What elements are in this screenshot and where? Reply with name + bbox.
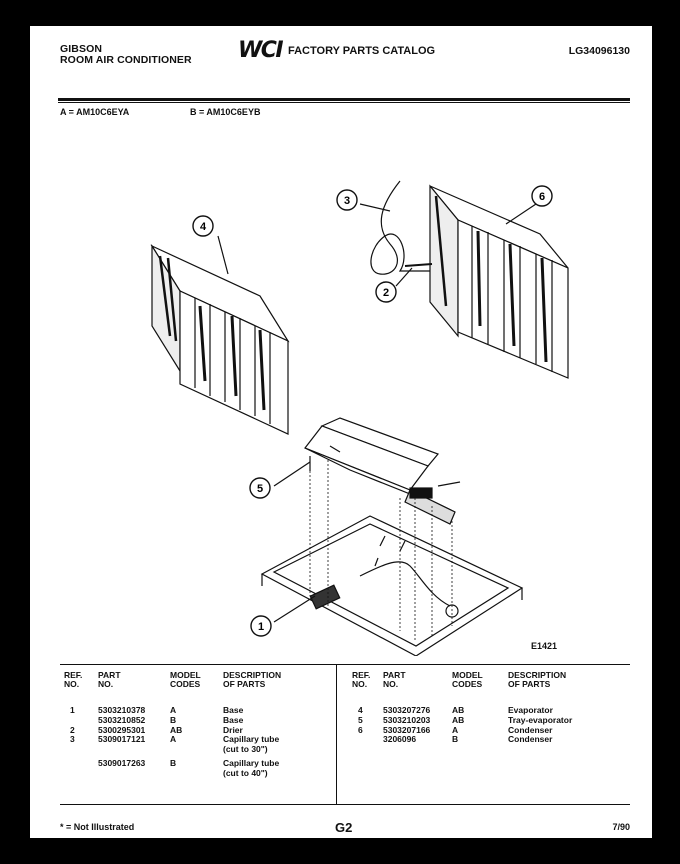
table-divider: [336, 664, 337, 804]
callout-1: [251, 616, 271, 636]
row-model: B: [452, 734, 459, 744]
exploded-parts-diagram: [60, 126, 630, 656]
catalog-page: [30, 26, 652, 838]
callout-4: [193, 216, 213, 236]
callout-2-label: 2: [382, 287, 390, 299]
left-header-part: PART NO.: [98, 670, 121, 689]
row-desc: Condenser: [508, 725, 553, 735]
capillary-tube-drawing: [371, 181, 432, 274]
callout-5: [250, 478, 270, 498]
row-ref: 1: [70, 705, 75, 715]
table-bottom-rule: [60, 804, 630, 805]
row-desc: Condenser: [508, 734, 553, 744]
row-desc: Capillary tube: [223, 758, 280, 768]
row-model: AB: [452, 715, 465, 725]
callout-6: [532, 186, 552, 206]
model-b-label: B = AM10C6EYB: [190, 107, 261, 117]
figure-id: E1421: [530, 641, 557, 651]
row-desc: Base: [223, 715, 244, 725]
row-model: A: [452, 725, 459, 735]
callout-5-label: 5: [256, 483, 264, 495]
row-ref: 6: [358, 725, 363, 735]
row-desc: Base: [223, 705, 244, 715]
revision-date: 7/90: [612, 822, 630, 832]
row-desc: Tray-evaporator: [508, 715, 573, 725]
row-desc: Drier: [223, 725, 243, 735]
row-model: AB: [452, 705, 465, 715]
left-header-ref: REF. NO.: [64, 670, 83, 689]
row-part: 5309017121: [98, 734, 146, 744]
header-rule: [58, 98, 630, 101]
row-model: B: [170, 758, 177, 768]
catalog-title: FACTORY PARTS CATALOG: [288, 45, 436, 57]
row-model: B: [170, 715, 177, 725]
row-ref: 2: [70, 725, 75, 735]
row-ref: 3: [70, 734, 75, 744]
row-part: 5300295301: [98, 725, 146, 735]
table-top-rule: [60, 664, 630, 665]
page-number: G2: [335, 820, 353, 835]
catalog-number: LG34096130: [568, 45, 630, 57]
callout-3-label: 3: [343, 195, 351, 207]
row-model: A: [170, 734, 177, 744]
header-rule-thin: [58, 102, 630, 103]
evaporator-coil-drawing: [152, 246, 288, 434]
row-part: 5303210852: [98, 715, 146, 725]
callout-2: [376, 282, 396, 302]
callout-3: [337, 190, 357, 210]
callout-1-label: 1: [257, 621, 265, 633]
right-header-desc: DESCRIPTION OF PARTS: [508, 670, 567, 689]
row-part: 5309017263: [98, 758, 146, 768]
wci-logo: WCI: [238, 38, 283, 63]
row-part: 5303207166: [383, 725, 431, 735]
base-pan-drawing: [262, 516, 522, 656]
row-part: 3206096: [383, 734, 417, 744]
condenser-coil-drawing: [430, 186, 568, 378]
footnote: * = Not Illustrated: [60, 822, 135, 832]
brand-block: [60, 44, 192, 66]
product-type: ROOM AIR CONDITIONER: [60, 54, 192, 66]
row-model: A: [170, 705, 177, 715]
right-header-ref: REF. NO.: [352, 670, 371, 689]
callout-6-label: 6: [538, 191, 546, 203]
left-header-model: MODEL CODES: [170, 670, 201, 689]
row-desc: Evaporator: [508, 705, 553, 715]
brand-name: GIBSON: [60, 43, 103, 55]
row-ref: 5: [358, 715, 363, 725]
right-header-model: MODEL CODES: [452, 670, 483, 689]
callout-4-label: 4: [199, 221, 207, 233]
row-model: AB: [170, 725, 183, 735]
row-desc: Capillary tube: [223, 734, 280, 744]
row-desc: (cut to 40"): [223, 768, 268, 778]
row-part: 5303210378: [98, 705, 146, 715]
row-ref: 4: [358, 705, 363, 715]
row-desc: (cut to 30"): [223, 744, 268, 754]
left-header-desc: DESCRIPTION OF PARTS: [223, 670, 282, 689]
right-header-part: PART NO.: [383, 670, 406, 689]
model-a-label: A = AM10C6EYA: [60, 107, 130, 117]
row-part: 5303207276: [383, 705, 431, 715]
row-part: 5303210203: [383, 715, 431, 725]
